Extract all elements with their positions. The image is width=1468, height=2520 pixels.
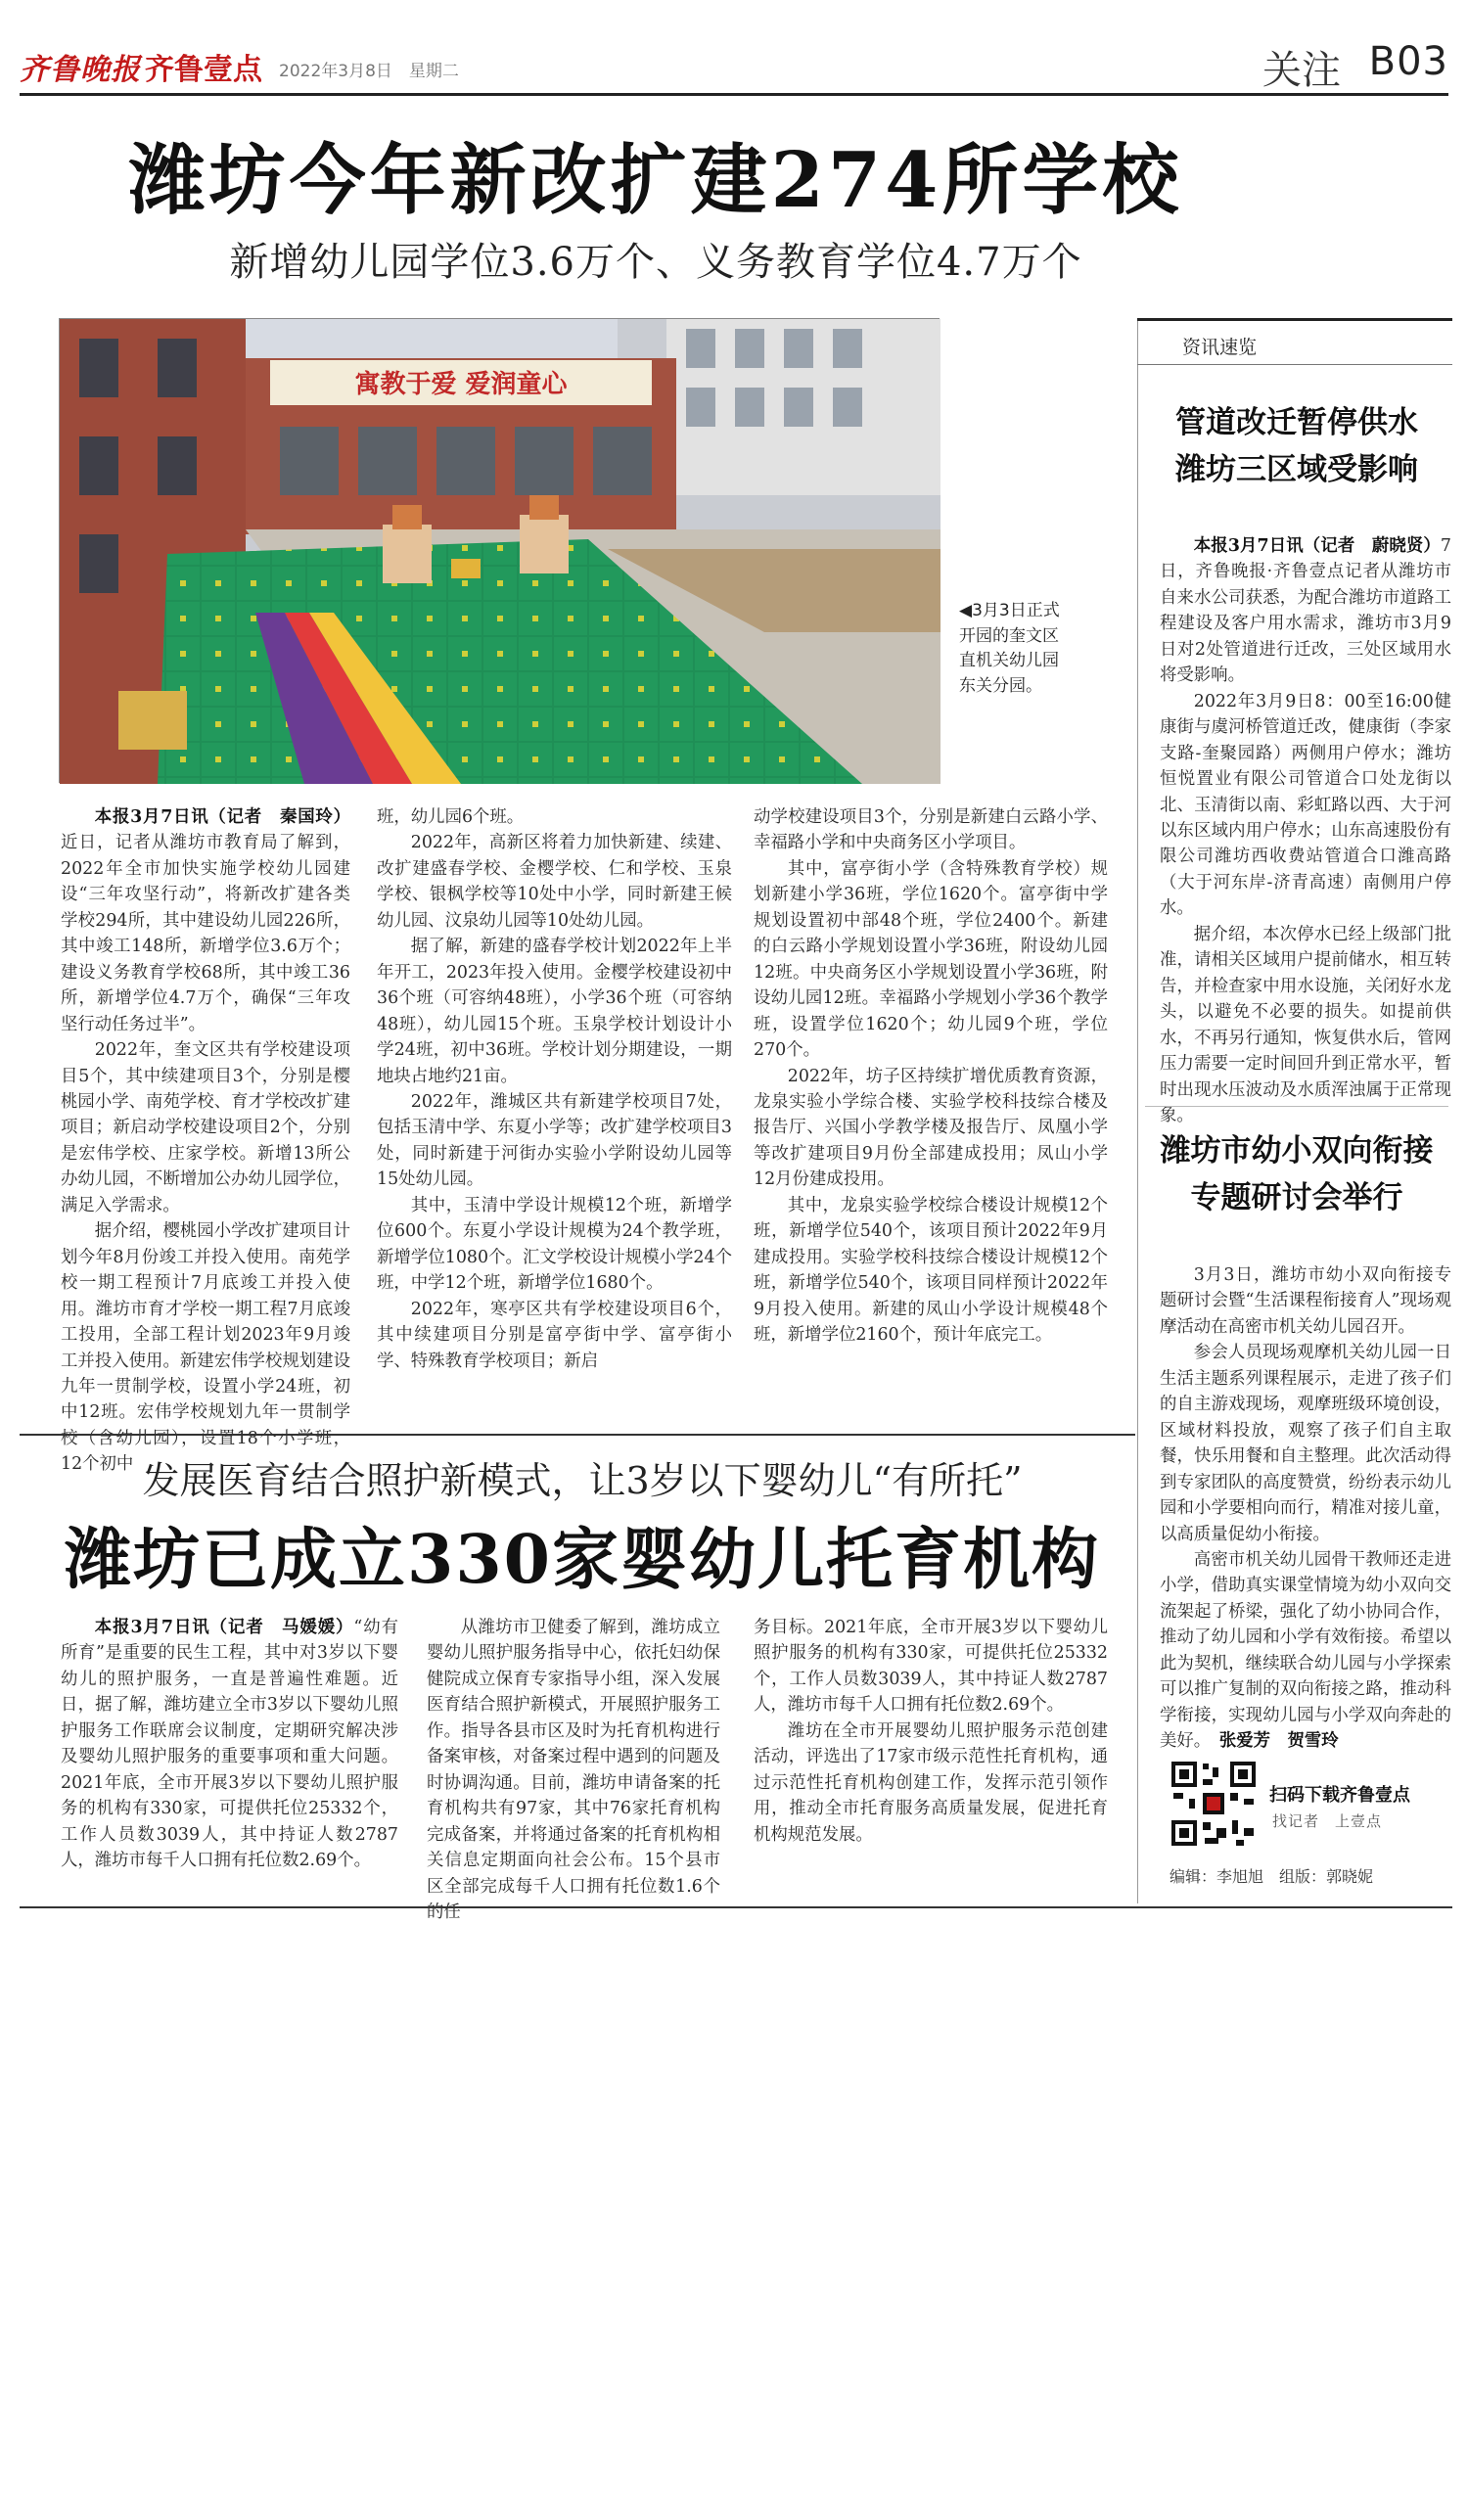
article-paragraph: 据介绍，樱桃园小学改扩建项目计划今年8月份竣工并投入使用。南苑学校一期工程预计7月底竣工并投入使用。潍坊市育才学校一期工程7月底竣工投用，全部工程计划2023年9月竣工并投入使用。新建宏伟学校规划建设九年一贯制学校，设置小学24班，初中12班。宏伟学校规划九年一贯制学校（含幼儿园），设置18个小学班，12个初中 <box>61 1221 350 1475</box>
school-sign-text: 寓教于爱 爱润童心 <box>354 370 568 399</box>
editor-credits: 编辑：李旭旭 组版：郭晓妮 <box>1170 1867 1374 1886</box>
dateline: 本报3月7日讯（记者 蔚晓贤） <box>1193 536 1441 556</box>
qr-code-icon[interactable] <box>1170 1760 1258 1848</box>
sidebar-border <box>1137 318 1138 1903</box>
article-paragraph: 务目标。2021年底，全市开展3岁以下婴幼儿照护服务的机构有330家，可提供托位25332个，工作人员数3039人，其中持证人数2787人，潍坊市每千人口拥有托位数2.69个。 <box>754 1618 1108 1716</box>
sidebar-divider <box>1145 1106 1448 1107</box>
second-story-kicker: 发展医育结合照护新模式，让3岁以下婴幼儿“有所托” <box>142 1459 1023 1502</box>
article-paragraph: 其中，玉清中学设计规模12个班，新增学位600个。东夏小学设计规模为24个教学班，新增学位1080个。汇文学校设计规模小学24个班，中学12个班，新增学位1680个。 <box>377 1195 732 1294</box>
second-story-headline: 潍坊已成立330家婴幼儿托育机构 <box>65 1521 1100 1599</box>
page-bottom-rule <box>20 1906 1452 1908</box>
article-paragraph: 高密市机关幼儿园骨干教师还走进小学，借助真实课堂情境为幼小双向交流架起了桥梁，强化了幼小协同合作，推动了幼儿园和小学有效衔接。希望以此为契机，继续联合幼儿园与小学探索可以推广复制的双向衔接之路，推动科学衔接，实现幼儿园与小学双向奔赴的美好。 张爱芳 贺雪玲 <box>1160 1549 1451 1752</box>
dateline: 本报3月7日讯（记者 秦国玲） <box>94 807 350 827</box>
brief-2-body <box>1160 1262 1451 1810</box>
brief-2-headline: 潍坊市幼小双向衔接 专题研讨会举行 <box>1160 1133 1434 1216</box>
story-divider <box>20 1434 1135 1436</box>
masthead <box>20 27 1448 96</box>
brief-1-body <box>1160 533 1451 1125</box>
newspaper-logo: 齐鲁晚报 <box>20 53 141 87</box>
sidebar-label: 资讯速览 <box>1182 337 1258 358</box>
photo-caption: ◀3月3日正式开园的奎文区直机关幼儿园东关分园。 <box>959 601 1060 696</box>
section-name: 关注 <box>1262 48 1341 93</box>
lead-story-column-1 <box>61 804 350 1475</box>
lead-headline: 潍坊今年新改扩建274所学校 <box>128 136 1183 225</box>
app-logo: 齐鲁壹点 <box>145 53 262 87</box>
bylines: 张爱芳 贺雪玲 <box>1218 1731 1339 1752</box>
dateline: 本报3月7日讯（记者 马媛媛） <box>94 1618 354 1637</box>
second-story-column-3 <box>754 1615 1108 1899</box>
lead-story-column-3 <box>754 804 1108 1421</box>
brief-1-headline: 管道改迁暂停供水 潍坊三区域受影响 <box>1175 405 1418 488</box>
article-paragraph: 2022年，奎文区共有学校建设项目5个，其中续建项目3个，分别是樱桃园小学、南苑学校、育才学校改扩建项目；新启动学校建设项目2个，分别是宏伟学校、庄家学校。新增13所公办幼儿园，不断增加公办幼儿园学位，满足入学需求。 <box>61 1040 350 1215</box>
article-paragraph: 据介绍，本次停水已经上级部门批准，请相关区域用户提前储水，相互转告，并检查家中用水设施，关闭好水龙头，以避免不必要的损失。如提前供水，不再另行通知，恢复供水后，管网压力需要一定时间回升到正常水平，暂时出现水压波动及水质浑浊属于正常现象。 <box>1160 924 1451 1125</box>
article-paragraph: 其中，龙泉实验学校综合楼设计规模12个班，新增学位540个，该项目预计2022年9月建成投用。实验学校科技综合楼设计规模12个班，新增学位540个，该项目同样预计2022年9月投入使用。新建的凤山小学设计规模48个班，新增学位2160个，预计年底完工。 <box>754 1195 1108 1346</box>
second-story-column-1 <box>61 1615 398 1899</box>
article-paragraph: 班，幼儿园6个班。 <box>377 807 525 827</box>
article-paragraph: 2022年，高新区将着力加快新建、续建、改扩建盛春学校、金樱学校、仁和学校、玉泉学校、银枫学校等10处中小学，同时新建王候幼儿园、汶泉幼儿园等10处幼儿园。 <box>377 833 732 931</box>
kindergarten-photo <box>59 318 940 783</box>
article-paragraph: 2022年，坊子区持续扩增优质教育资源，龙泉实验小学综合楼、实验学校科技综合楼及报告厅、兴国小学教学楼及报告厅、凤凰小学等改扩建项目9月份全部建成投用；凤山小学12月份建成投用。 <box>754 1066 1108 1190</box>
second-story-column-2 <box>427 1615 720 1922</box>
lead-story-column-2 <box>377 804 732 1421</box>
article-paragraph: 本报3月7日讯（记者 秦国玲）近日，记者从潍坊市教育局了解到，2022年全市加快实施学校幼儿园建设“三年攻坚行动”，将新改扩建各类学校294所，其中建设幼儿园226所，其中竣工148所，新增学位3.6万个；建设义务教育学校68所，其中竣工36所，新增学位4.7万个，确保“三年攻坚行动任务过半”。 <box>61 807 350 1034</box>
article-paragraph: 据了解，新建的盛春学校计划2022年上半年开工，2023年投入使用。金樱学校建设初中36个班（可容纳48班），小学36个班（可容纳48班），幼儿园15个班。玉泉学校计划设计小学24班，初中36班。学校计划分期建设，一期地块占地约21亩。 <box>377 937 732 1086</box>
article-paragraph: 2022年，潍城区共有新建学校项目7处，包括玉清中学、东夏小学等；改扩建学校项目3处，同时新建于河街办实验小学附设幼儿园等15处幼儿园。 <box>377 1091 732 1190</box>
issue-date: 2022年3月8日 星期二 <box>279 62 459 81</box>
article-paragraph: 本报3月7日讯（记者 蔚晓贤）7日，齐鲁晚报·齐鲁壹点记者从潍坊市自来水公司获悉，为配合潍坊市道路工程建设及客户用水需求，潍坊市3月9日对2处管道进行迁改，三处区域用水将受影响。 <box>1160 536 1451 686</box>
qr-title: 扫码下载齐鲁壹点 <box>1269 1785 1410 1806</box>
article-paragraph: 2022年3月9日8：00至16:00健康街与虞河桥管道迁改，健康街（李家支路-奎聚园路）两侧用户停水；潍坊恒悦置业有限公司管道合口处龙街以北、玉清街以南、彩虹路以西、大于河以东区域内用户停水；山东高速股份有限公司潍坊西收费站管道合口潍高路（大于河东岸-济青高速）南侧用户停水。 <box>1160 691 1451 919</box>
article-paragraph: 3月3日，潍坊市幼小双向衔接专题研讨会暨“生活课程衔接育人”现场观摩活动在高密市机关幼儿园召开。 <box>1160 1265 1451 1337</box>
article-paragraph: 潍坊在全市开展婴幼儿照护服务示范创建活动，评选出了17家市级示范性托育机构，通过示范性托育机构创建工作，发挥示范引领作用，推动全市托育服务高质量发展，促进托育机构规范发展。 <box>754 1720 1108 1845</box>
article-paragraph: 本报3月7日讯（记者 马媛媛）“幼有所育”是重要的民生工程，其中对3岁以下婴幼儿的照护服务，一直是普遍性难题。近日，据了解，潍坊建立全市3岁以下婴幼儿照护服务工作联席会议制度，定期研究解决涉及婴幼儿照护服务的重要事项和重大问题。2021年底，全市开展3岁以下婴幼儿照护服务的机构有330家，可提供托位25332个，工作人员数3039人，其中持证人数2787人，潍坊市每千人口拥有托位数2.69个。 <box>61 1618 398 1871</box>
article-paragraph: 其中，富亭街小学（含特殊教育学校）规划新建小学36班，学位1620个。富亭街中学规划设置初中部48个班，学位2400个。新建的白云路小学规划设置小学36班，附设幼儿园12班。中央商务区小学规划设置小学36班，附设幼儿园12班。幸福路小学规划小学36个教学班，设置学位1620个；幼儿园9个班，学位270个。 <box>754 858 1108 1061</box>
lead-subheadline: 新增幼儿园学位3.6万个、义务教育学位4.7万个 <box>229 240 1082 285</box>
article-paragraph: 从潍坊市卫健委了解到，潍坊成立婴幼儿照护服务指导中心，依托妇幼保健院成立保育专家指导小组，深入发展医育结合照护新模式，开展照护服务工作。指导各县市区及时为托育机构进行备案审核，对备案过程中遇到的问题及时协调沟通。目前，潍坊申请备案的托育机构共有97家，其中76家托育机构完成备案，并将通过备案的托育机构相关信息定期面向社会公布。15个县市区全部完成每千人口拥有托位数1.6个的任 <box>427 1618 720 1922</box>
article-paragraph: 动学校建设项目3个，分别是新建白云路小学、幸福路小学和中央商务区小学项目。 <box>754 807 1108 853</box>
qr-subtitle: 找记者 上壹点 <box>1272 1812 1383 1830</box>
page-number: B03 <box>1368 39 1448 84</box>
article-paragraph: 2022年，寒亭区共有学校建设项目6个，其中续建项目分别是富亭街中学、富亭街小学、特殊教育学校项目；新启 <box>377 1299 732 1371</box>
article-paragraph: 参会人员现场观摩机关幼儿园一日生活主题系列课程展示，走进了孩子们的自主游戏现场，观摩班级环境创设，区域材料投放，观察了孩子们自主取餐，快乐用餐和自主整理。此次活动得到专家团队的高度赞赏，纷纷表示幼儿园和小学要相向而行，精准对接儿童，以高质量促幼小衔接。 <box>1160 1343 1451 1544</box>
